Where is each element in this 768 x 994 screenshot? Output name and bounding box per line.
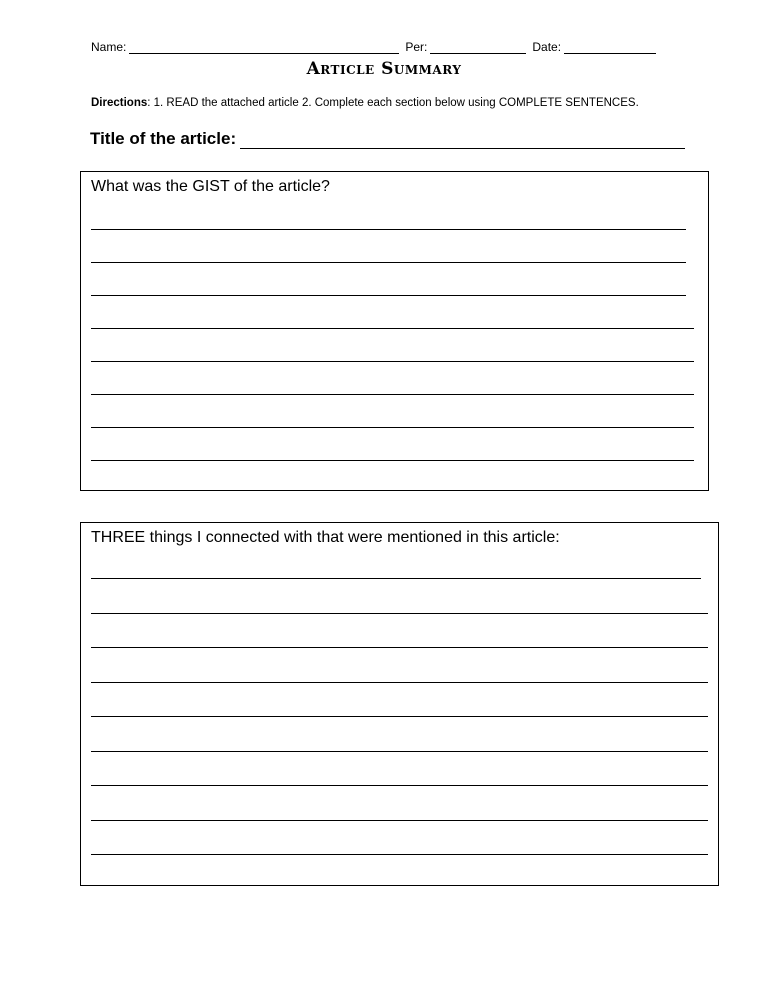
connections-section — [80, 522, 719, 886]
date-blank[interactable] — [564, 41, 656, 54]
writing-line[interactable] — [91, 460, 694, 461]
writing-line[interactable] — [91, 328, 694, 329]
per-blank[interactable] — [430, 41, 526, 54]
article-title-field — [90, 129, 685, 149]
directions — [91, 97, 639, 109]
writing-line[interactable] — [91, 716, 708, 717]
writing-line[interactable] — [91, 613, 708, 614]
article-title-label: Title of the article: — [90, 129, 237, 148]
writing-line[interactable] — [91, 751, 708, 752]
connections-prompt: THREE things I connected with that were mentioned in this article: — [91, 529, 560, 546]
writing-line[interactable] — [91, 647, 708, 648]
directions-text: : 1. READ the attached article 2. Complete each section below using COMPLETE SENTENCES. — [147, 97, 639, 109]
date-label: Date: — [532, 40, 562, 54]
writing-line[interactable] — [91, 262, 686, 263]
article-title-blank[interactable] — [240, 131, 685, 149]
directions-label: Directions — [91, 97, 148, 109]
writing-line[interactable] — [91, 361, 694, 362]
writing-line[interactable] — [91, 785, 708, 786]
writing-line[interactable] — [91, 682, 708, 683]
per-label: Per: — [405, 40, 428, 54]
name-label: Name: — [91, 40, 127, 54]
writing-line[interactable] — [91, 394, 694, 395]
writing-line[interactable] — [91, 578, 701, 579]
name-blank[interactable] — [129, 41, 399, 54]
gist-section — [80, 171, 709, 491]
writing-line[interactable] — [91, 229, 686, 230]
writing-line[interactable] — [91, 854, 708, 855]
writing-line[interactable] — [91, 427, 694, 428]
writing-line[interactable] — [91, 295, 686, 296]
writing-line[interactable] — [91, 820, 708, 821]
page-title: Article Summary — [306, 59, 462, 79]
gist-prompt: What was the GIST of the article? — [91, 178, 330, 195]
student-info-line — [91, 40, 671, 54]
